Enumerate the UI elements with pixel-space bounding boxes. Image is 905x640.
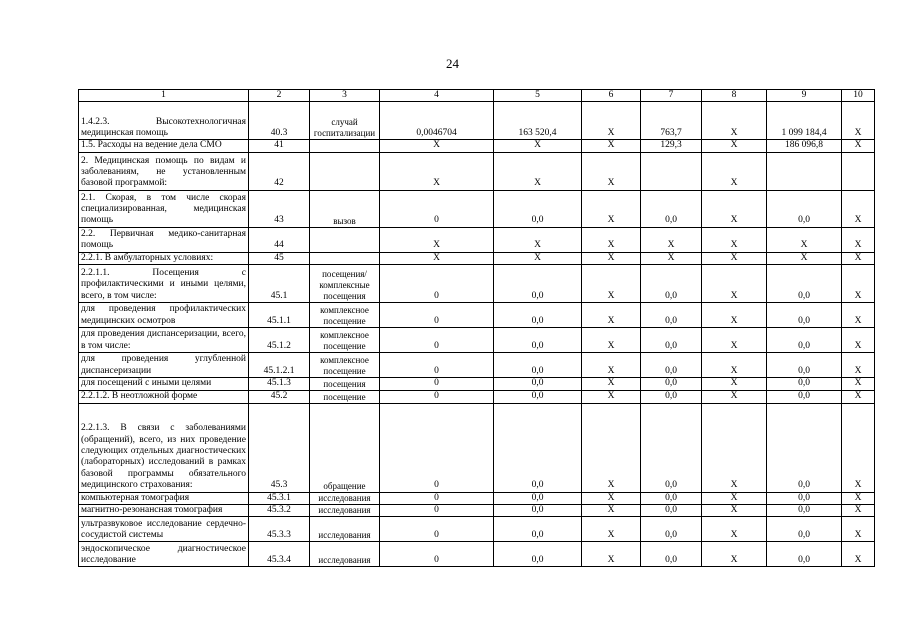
value-cell: X — [842, 542, 875, 567]
value-cell: X — [380, 152, 494, 190]
value-cell: X — [702, 252, 767, 264]
value-cell: X — [582, 492, 641, 504]
value-cell: 0,0 — [641, 492, 702, 504]
row-name: для посещений с иными целями — [79, 378, 249, 390]
table-row — [79, 190, 875, 227]
value-cell: X — [702, 102, 767, 140]
value-cell: 0,0 — [494, 492, 582, 504]
row-number: 43 — [249, 190, 310, 227]
value-cell: 0,0 — [641, 303, 702, 328]
value-cell — [842, 152, 875, 190]
value-cell: X — [582, 102, 641, 140]
value-cell: 0,0 — [641, 265, 702, 303]
value-cell: X — [767, 252, 842, 264]
table-row — [79, 517, 875, 542]
value-cell: 186 096,8 — [767, 140, 842, 152]
unit-cell — [310, 252, 380, 264]
value-cell: 0 — [380, 542, 494, 567]
value-cell: X — [494, 227, 582, 252]
value-cell: 0,0 — [641, 505, 702, 517]
value-cell: X — [582, 303, 641, 328]
value-cell: X — [582, 542, 641, 567]
value-cell: 0,0 — [494, 517, 582, 542]
value-cell: 0,0 — [494, 303, 582, 328]
value-cell: 0 — [380, 492, 494, 504]
row-name: 2.2.1.1. Посещения с профилактическими и иными целями, всего, в том числе: — [79, 265, 249, 303]
value-cell: X — [582, 140, 641, 152]
column-number-4: 4 — [380, 90, 494, 102]
value-cell: 0,0 — [767, 303, 842, 328]
value-cell: X — [702, 517, 767, 542]
value-cell: 0 — [380, 517, 494, 542]
row-number: 45 — [249, 252, 310, 264]
value-cell: X — [702, 403, 767, 492]
table-row — [79, 265, 875, 303]
row-number: 45.1.2.1 — [249, 353, 310, 378]
table-header-row — [79, 90, 875, 102]
value-cell: X — [582, 252, 641, 264]
value-cell: X — [702, 303, 767, 328]
unit-cell: исследования — [310, 542, 380, 567]
value-cell: 0,0 — [767, 492, 842, 504]
table-row — [79, 328, 875, 353]
value-cell: 0,0 — [494, 265, 582, 303]
unit-cell — [310, 140, 380, 152]
row-name: 2.1. Скорая, в том числе скорая специализированная, медицинская помощь — [79, 190, 249, 227]
value-cell: X — [842, 140, 875, 152]
value-cell: X — [842, 252, 875, 264]
unit-cell: исследования — [310, 492, 380, 504]
unit-cell: посещения/ комплексные посещения — [310, 265, 380, 303]
data-table — [78, 89, 875, 567]
value-cell: X — [582, 265, 641, 303]
value-cell: 0 — [380, 505, 494, 517]
value-cell: X — [582, 378, 641, 390]
value-cell: X — [641, 252, 702, 264]
table-row — [79, 140, 875, 152]
table-row — [79, 378, 875, 390]
row-name: 2.2. Первичная медико-санитарная помощь — [79, 227, 249, 252]
value-cell: X — [702, 378, 767, 390]
table-row — [79, 152, 875, 190]
row-number: 45.3 — [249, 403, 310, 492]
value-cell: X — [842, 403, 875, 492]
row-number: 45.3.1 — [249, 492, 310, 504]
value-cell: 163 520,4 — [494, 102, 582, 140]
value-cell: X — [380, 140, 494, 152]
unit-cell: посещения — [310, 378, 380, 390]
unit-cell — [310, 227, 380, 252]
table-row — [79, 252, 875, 264]
value-cell: X — [702, 492, 767, 504]
column-number-6: 6 — [582, 90, 641, 102]
value-cell: X — [702, 152, 767, 190]
table-row — [79, 303, 875, 328]
row-number: 45.2 — [249, 390, 310, 403]
row-name: 2.2.1.2. В неотложной форме — [79, 390, 249, 403]
row-name: 1.4.2.3. Высокотехнологичная медицинская помощь — [79, 102, 249, 140]
value-cell: 0,0 — [494, 390, 582, 403]
column-number-2: 2 — [249, 90, 310, 102]
value-cell: 0,0 — [767, 403, 842, 492]
row-number: 45.1.2 — [249, 328, 310, 353]
value-cell: X — [842, 102, 875, 140]
value-cell: 129,3 — [641, 140, 702, 152]
row-name: для проведения профилактических медицинских осмотров — [79, 303, 249, 328]
value-cell: X — [842, 328, 875, 353]
row-name: 2. Медицинская помощь по видам и заболеваниям, не установленным базовой программой: — [79, 152, 249, 190]
value-cell: 0,0 — [767, 190, 842, 227]
row-number: 45.3.3 — [249, 517, 310, 542]
value-cell: 0 — [380, 328, 494, 353]
value-cell: 0,0 — [767, 517, 842, 542]
value-cell: X — [842, 517, 875, 542]
value-cell: 0,0 — [641, 517, 702, 542]
row-number: 45.1.1 — [249, 303, 310, 328]
value-cell: 0,0 — [767, 505, 842, 517]
unit-cell: комплексное посещение — [310, 353, 380, 378]
value-cell: 0,0 — [641, 353, 702, 378]
value-cell: 0,0 — [767, 542, 842, 567]
table-row — [79, 227, 875, 252]
column-number-9: 9 — [767, 90, 842, 102]
value-cell: X — [842, 265, 875, 303]
value-cell: 0,0 — [494, 542, 582, 567]
value-cell: 0,0 — [641, 542, 702, 567]
unit-cell: комплексное посещение — [310, 303, 380, 328]
column-number-7: 7 — [641, 90, 702, 102]
value-cell: X — [582, 403, 641, 492]
table-row — [79, 102, 875, 140]
value-cell: X — [380, 252, 494, 264]
value-cell: 0 — [380, 303, 494, 328]
row-number: 45.3.4 — [249, 542, 310, 567]
column-number-8: 8 — [702, 90, 767, 102]
value-cell: X — [582, 353, 641, 378]
value-cell: 0,0 — [641, 328, 702, 353]
value-cell — [767, 152, 842, 190]
value-cell: X — [582, 505, 641, 517]
value-cell: X — [494, 252, 582, 264]
value-cell: 0,0 — [767, 390, 842, 403]
unit-cell: исследования — [310, 505, 380, 517]
row-name: эндоскопическое диагностическое исследование — [79, 542, 249, 567]
value-cell: X — [842, 378, 875, 390]
value-cell: X — [494, 140, 582, 152]
value-cell: 0,0 — [494, 353, 582, 378]
row-name: для проведения диспансеризации, всего, в том числе: — [79, 328, 249, 353]
unit-cell — [310, 152, 380, 190]
row-name: 1.5. Расходы на ведение дела СМО — [79, 140, 249, 152]
unit-cell: случай госпитализации — [310, 102, 380, 140]
row-number: 40.3 — [249, 102, 310, 140]
value-cell: X — [380, 227, 494, 252]
value-cell: 0 — [380, 378, 494, 390]
value-cell: 0,0 — [641, 378, 702, 390]
table-row — [79, 403, 875, 492]
unit-cell: комплексное посещение — [310, 328, 380, 353]
value-cell: 0,0 — [641, 190, 702, 227]
table-row — [79, 353, 875, 378]
value-cell: 0,0 — [494, 190, 582, 227]
value-cell: X — [702, 390, 767, 403]
value-cell: X — [702, 140, 767, 152]
row-number: 41 — [249, 140, 310, 152]
value-cell: 0,0 — [767, 328, 842, 353]
value-cell: 0,0 — [494, 403, 582, 492]
value-cell: X — [582, 517, 641, 542]
value-cell: X — [494, 152, 582, 190]
row-number: 45.1.3 — [249, 378, 310, 390]
value-cell: X — [842, 303, 875, 328]
value-cell: 0,0046704 — [380, 102, 494, 140]
value-cell: 0,0 — [767, 265, 842, 303]
value-cell: X — [767, 227, 842, 252]
value-cell: 0,0 — [494, 328, 582, 353]
column-number-10: 10 — [842, 90, 875, 102]
value-cell: X — [702, 227, 767, 252]
value-cell: X — [842, 492, 875, 504]
column-number-1: 1 — [79, 90, 249, 102]
value-cell: X — [842, 190, 875, 227]
value-cell: 0,0 — [767, 378, 842, 390]
value-cell: X — [702, 542, 767, 567]
value-cell: X — [641, 227, 702, 252]
table-row — [79, 542, 875, 567]
table-row — [79, 390, 875, 403]
value-cell: X — [842, 227, 875, 252]
row-name: магнитно-резонансная томография — [79, 505, 249, 517]
value-cell: X — [582, 190, 641, 227]
value-cell: 0 — [380, 265, 494, 303]
value-cell: 0,0 — [641, 403, 702, 492]
column-number-3: 3 — [310, 90, 380, 102]
unit-cell: обращение — [310, 403, 380, 492]
value-cell: X — [702, 353, 767, 378]
value-cell: X — [842, 353, 875, 378]
column-number-5: 5 — [494, 90, 582, 102]
row-number: 42 — [249, 152, 310, 190]
page-number: 24 — [446, 56, 459, 71]
value-cell: 0,0 — [767, 353, 842, 378]
value-cell: X — [582, 227, 641, 252]
row-name: 2.2.1. В амбулаторных условиях: — [79, 252, 249, 264]
unit-cell: вызов — [310, 190, 380, 227]
value-cell: 0,0 — [494, 505, 582, 517]
value-cell: X — [702, 265, 767, 303]
value-cell: 0 — [380, 403, 494, 492]
value-cell: X — [702, 505, 767, 517]
row-number: 44 — [249, 227, 310, 252]
row-number: 45.1 — [249, 265, 310, 303]
value-cell: X — [702, 328, 767, 353]
value-cell: X — [582, 152, 641, 190]
value-cell: 0 — [380, 390, 494, 403]
value-cell — [641, 152, 702, 190]
row-name: для проведения углубленной диспансеризации — [79, 353, 249, 378]
row-number: 45.3.2 — [249, 505, 310, 517]
unit-cell: посещение — [310, 390, 380, 403]
value-cell: 0,0 — [641, 390, 702, 403]
unit-cell: исследования — [310, 517, 380, 542]
value-cell: 0 — [380, 353, 494, 378]
value-cell: X — [702, 190, 767, 227]
value-cell: 763,7 — [641, 102, 702, 140]
table-row — [79, 492, 875, 504]
value-cell: 0 — [380, 190, 494, 227]
value-cell: X — [582, 390, 641, 403]
value-cell: X — [582, 328, 641, 353]
table-row — [79, 505, 875, 517]
value-cell: X — [842, 390, 875, 403]
value-cell: 0,0 — [494, 378, 582, 390]
value-cell: X — [842, 505, 875, 517]
row-name: компьютерная томография — [79, 492, 249, 504]
row-name: ультразвуковое исследование сердечно-сосудистой системы — [79, 517, 249, 542]
value-cell: 1 099 184,4 — [767, 102, 842, 140]
row-name: 2.2.1.3. В связи с заболеваниями (обращений), всего, из них проведение следующих отдельных диагностических (лабораторных) исследований в рамках базовой программы обязательного медицинского страхования: — [79, 403, 249, 492]
